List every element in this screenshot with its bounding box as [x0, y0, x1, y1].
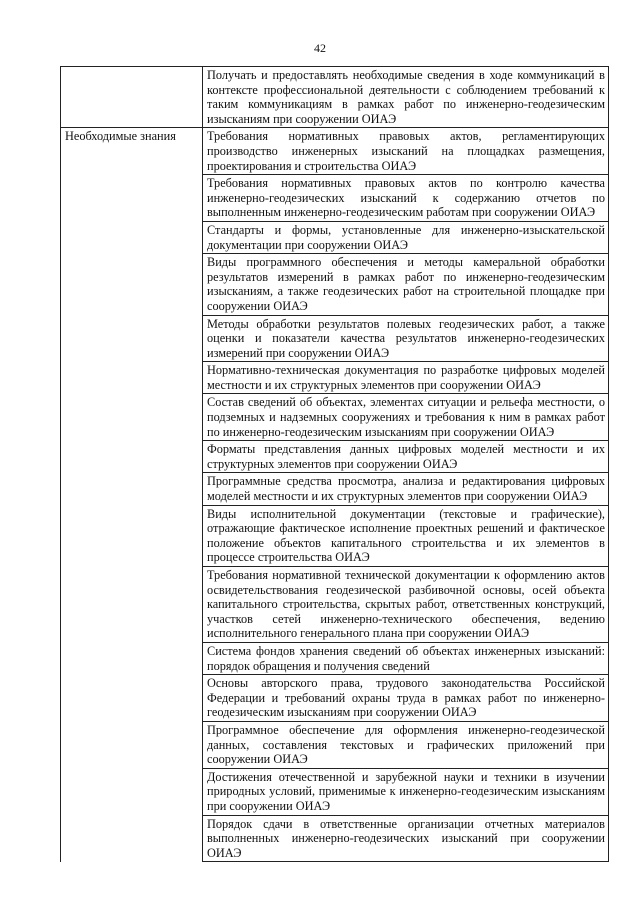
row-text: Стандарты и формы, установленные для инженерно-изыскательской документации при сооружении ОИАЭ — [203, 221, 609, 253]
table-row — [61, 675, 609, 722]
row-text: Требования нормативных правовых актов по контролю качества инженерно-геодезических изысканий к содержанию отчетов по выполненным инженерно-геодезическим работам при сооружении ОИАЭ — [203, 175, 609, 222]
row-label — [61, 567, 203, 643]
table-row — [61, 505, 609, 566]
row-label — [61, 768, 203, 815]
competency-table — [60, 66, 609, 862]
table-row — [61, 128, 609, 175]
table-row — [61, 315, 609, 362]
table-row — [61, 642, 609, 674]
row-label — [61, 221, 203, 253]
row-label-required-knowledge: Необходимые знания — [61, 128, 203, 175]
row-text: Требования нормативных правовых актов, регламентирующих производство инженерных изысканий на площадках размещения, проектирования и строительства ОИАЭ — [203, 128, 609, 175]
table-row — [61, 721, 609, 768]
row-label — [61, 675, 203, 722]
row-label — [61, 815, 203, 862]
row-label — [61, 315, 203, 362]
table-row — [61, 221, 609, 253]
page-number: 42 — [314, 41, 326, 55]
row-text: Получать и предоставлять необходимые сведения в ходе коммуникаций в контексте профессиональной деятельности с соблюдением требований к таким коммуникациям в рамках работ по инженерно-геодезическим изысканиям при сооружении ОИАЭ — [203, 67, 609, 128]
table-row — [61, 441, 609, 473]
row-label — [61, 721, 203, 768]
row-text: Методы обработки результатов полевых геодезических работ, а также оценки и показатели качества результатов инженерно-геодезических измерений при сооружении ОИАЭ — [203, 315, 609, 362]
row-text: Форматы представления данных цифровых моделей местности и их структурных элементов при сооружении ОИАЭ — [203, 441, 609, 473]
row-label — [61, 254, 203, 315]
table-row — [61, 815, 609, 862]
table-row — [61, 394, 609, 441]
row-text: Требования нормативной технической документации к оформлению актов освидетельствования геодезической разбивочной основы, осей объекта капитального строительства, скрытых работ, ответственных конструкций, участков сетей инженерно-технического обеспечения, ведению исполнительного генерального плана при сооружении ОИАЭ — [203, 567, 609, 643]
row-text: Виды исполнительной документации (текстовые и графические), отражающие фактическое исполнение проектных решений и фактическое положение объектов капитального строительства и их элементов в процессе строительства ОИАЭ — [203, 505, 609, 566]
row-text: Основы авторского права, трудового законодательства Российской Федерации и требований охраны труда в рамках работ по инженерно-геодезическим изысканиям при сооружении ОИАЭ — [203, 675, 609, 722]
table-row — [61, 175, 609, 222]
row-label — [61, 175, 203, 222]
table-row — [61, 362, 609, 394]
row-label — [61, 441, 203, 473]
row-label — [61, 473, 203, 505]
row-text: Достижения отечественной и зарубежной науки и техники в изучении природных условий, применимые к инженерно-геодезическим изысканиям при сооружении ОИАЭ — [203, 768, 609, 815]
row-label — [61, 642, 203, 674]
table-row — [61, 254, 609, 315]
row-label — [61, 505, 203, 566]
row-text: Нормативно-техническая документация по разработке цифровых моделей местности и их структурных элементов при сооружении ОИАЭ — [203, 362, 609, 394]
row-label — [61, 362, 203, 394]
row-text: Виды программного обеспечения и методы камеральной обработки результатов измерений в рамках работ по инженерно-геодезическим изысканиям, а также геодезических работ на строительной площадке при сооружении ОИАЭ — [203, 254, 609, 315]
table-row — [61, 567, 609, 643]
table-row — [61, 473, 609, 505]
row-text: Порядок сдачи в ответственные организации отчетных материалов выполненных инженерно-геодезических изысканий при сооружении ОИАЭ — [203, 815, 609, 862]
row-text: Система фондов хранения сведений об объектах инженерных изысканий: порядок обращения и получения сведений — [203, 642, 609, 674]
table-row — [61, 768, 609, 815]
row-label — [61, 394, 203, 441]
row-label — [61, 67, 203, 128]
table-row — [61, 67, 609, 128]
row-text: Программное обеспечение для оформления инженерно-геодезической данных, составления текстовых и графических приложений при сооружении ОИАЭ — [203, 721, 609, 768]
row-text: Состав сведений об объектах, элементах ситуации и рельефа местности, о подземных и надземных сооружениях и требования к ним в рамках работ по инженерно-геодезическим изысканиям при сооружении ОИАЭ — [203, 394, 609, 441]
row-text: Программные средства просмотра, анализа и редактирования цифровых моделей местности и их структурных элементов при сооружении ОИАЭ — [203, 473, 609, 505]
